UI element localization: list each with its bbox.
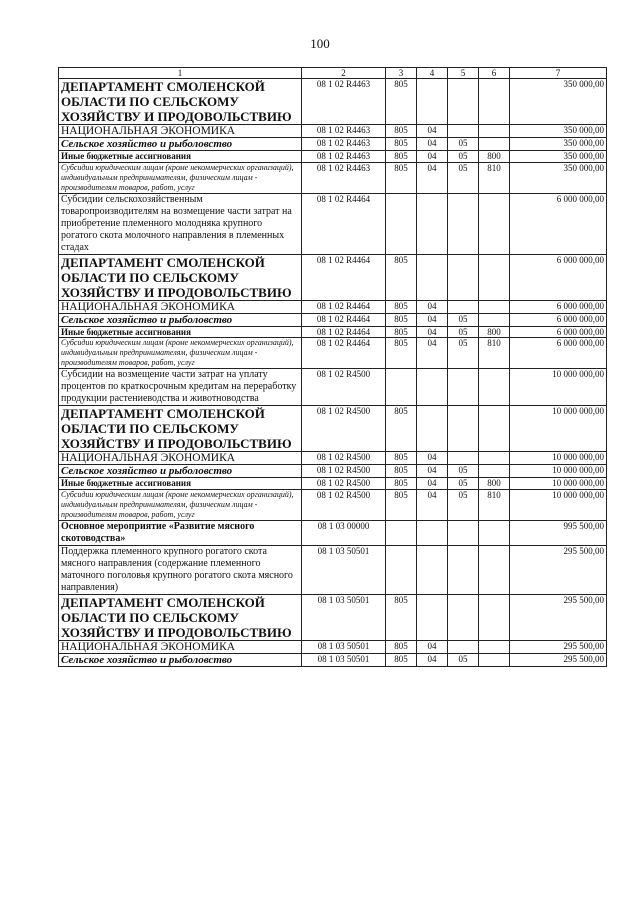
row-grbs-code (386, 193, 417, 254)
row-subsection-code (448, 254, 479, 300)
row-csr-code: 08 1 02 R4500 (302, 452, 386, 465)
table-row (59, 640, 607, 653)
column-header: 5 (448, 68, 479, 79)
row-expense-type-code (479, 406, 510, 452)
row-subsection-code: 05 (448, 326, 479, 338)
row-name: Субсидии сельскохозяйственным товаропроизводителям на возмещение части затрат на приобретение племенного молодняка крупного рогатого скота молочного направления в племенных стадах (59, 193, 302, 254)
table-row (59, 478, 607, 490)
row-grbs-code: 805 (386, 138, 417, 151)
row-section-code: 04 (417, 640, 448, 653)
row-csr-code: 08 1 03 50501 (302, 640, 386, 653)
table-row (59, 79, 607, 125)
row-subsection-code: 05 (448, 489, 479, 520)
row-section-code: 04 (417, 489, 448, 520)
row-amount: 10 000 000,00 (510, 478, 607, 490)
table-row (59, 338, 607, 369)
row-amount: 295 500,00 (510, 640, 607, 653)
row-expense-type-code: 810 (479, 489, 510, 520)
row-subsection-code: 05 (448, 138, 479, 151)
row-amount: 10 000 000,00 (510, 406, 607, 452)
row-name: НАЦИОНАЛЬНАЯ ЭКОНОМИКА (59, 125, 302, 138)
table-row (59, 465, 607, 478)
row-amount: 10 000 000,00 (510, 369, 607, 406)
row-section-code: 04 (417, 465, 448, 478)
row-grbs-code: 805 (386, 594, 417, 640)
row-expense-type-code (479, 125, 510, 138)
row-expense-type-code: 810 (479, 338, 510, 369)
row-subsection-code: 05 (448, 465, 479, 478)
row-amount: 295 500,00 (510, 594, 607, 640)
row-subsection-code: 05 (448, 653, 479, 666)
row-expense-type-code: 800 (479, 326, 510, 338)
row-amount: 350 000,00 (510, 162, 607, 193)
table-row (59, 326, 607, 338)
row-expense-type-code (479, 193, 510, 254)
row-expense-type-code (479, 79, 510, 125)
row-csr-code: 08 1 02 R4464 (302, 254, 386, 300)
row-section-code: 04 (417, 326, 448, 338)
row-grbs-code: 805 (386, 489, 417, 520)
row-csr-code: 08 1 02 R4463 (302, 138, 386, 151)
table-row (59, 300, 607, 313)
row-section-code (417, 406, 448, 452)
row-csr-code: 08 1 02 R4500 (302, 478, 386, 490)
row-name: ДЕПАРТАМЕНТ СМОЛЕНСКОЙ ОБЛАСТИ ПО СЕЛЬСКОМУ ХОЗЯЙСТВУ И ПРОДОВОЛЬСТВИЮ (59, 254, 302, 300)
row-expense-type-code (479, 465, 510, 478)
table-row (59, 162, 607, 193)
row-subsection-code (448, 452, 479, 465)
row-expense-type-code (479, 254, 510, 300)
row-csr-code: 08 1 02 R4500 (302, 465, 386, 478)
row-amount: 6 000 000,00 (510, 300, 607, 313)
column-header: 4 (417, 68, 448, 79)
row-expense-type-code (479, 640, 510, 653)
row-section-code: 04 (417, 300, 448, 313)
row-grbs-code (386, 545, 417, 594)
row-name: Субсидии на возмещение части затрат на уплату процентов по краткосрочным кредитам на переработку продукции растениеводства и животноводства (59, 369, 302, 406)
row-subsection-code: 05 (448, 151, 479, 163)
row-name: НАЦИОНАЛЬНАЯ ЭКОНОМИКА (59, 452, 302, 465)
row-grbs-code: 805 (386, 254, 417, 300)
row-csr-code: 08 1 02 R4464 (302, 300, 386, 313)
row-grbs-code (386, 520, 417, 545)
row-expense-type-code: 810 (479, 162, 510, 193)
row-csr-code: 08 1 02 R4463 (302, 162, 386, 193)
row-csr-code: 08 1 02 R4464 (302, 313, 386, 326)
row-name: ДЕПАРТАМЕНТ СМОЛЕНСКОЙ ОБЛАСТИ ПО СЕЛЬСКОМУ ХОЗЯЙСТВУ И ПРОДОВОЛЬСТВИЮ (59, 79, 302, 125)
row-expense-type-code (479, 520, 510, 545)
column-header: 6 (479, 68, 510, 79)
row-amount: 10 000 000,00 (510, 465, 607, 478)
page-number: 100 (310, 36, 330, 51)
row-section-code: 04 (417, 452, 448, 465)
row-grbs-code: 805 (386, 478, 417, 490)
table-row (59, 125, 607, 138)
row-subsection-code: 05 (448, 162, 479, 193)
row-section-code (417, 254, 448, 300)
row-expense-type-code (479, 452, 510, 465)
row-section-code (417, 520, 448, 545)
row-csr-code: 08 1 02 R4463 (302, 151, 386, 163)
row-subsection-code (448, 545, 479, 594)
row-subsection-code (448, 79, 479, 125)
row-amount: 10 000 000,00 (510, 452, 607, 465)
row-name: Субсидии юридическим лицам (кроме некоммерческих организаций), индивидуальным предпринимателям, физическим лицам - производителям товаров, работ, услуг (59, 162, 302, 193)
row-subsection-code: 05 (448, 338, 479, 369)
row-expense-type-code (479, 653, 510, 666)
row-name: Субсидии юридическим лицам (кроме некоммерческих организаций), индивидуальным предпринимателям, физическим лицам - производителям товаров, работ, услуг (59, 489, 302, 520)
row-expense-type-code (479, 594, 510, 640)
row-amount: 995 500,00 (510, 520, 607, 545)
row-subsection-code (448, 594, 479, 640)
table-row (59, 138, 607, 151)
row-name: Сельское хозяйство и рыболовство (59, 313, 302, 326)
row-amount: 6 000 000,00 (510, 338, 607, 369)
row-grbs-code: 805 (386, 151, 417, 163)
row-grbs-code: 805 (386, 465, 417, 478)
row-csr-code: 08 1 02 R4500 (302, 406, 386, 452)
row-csr-code: 08 1 02 R4464 (302, 326, 386, 338)
row-name: Иные бюджетные ассигнования (59, 478, 302, 490)
row-subsection-code (448, 520, 479, 545)
row-name: НАЦИОНАЛЬНАЯ ЭКОНОМИКА (59, 640, 302, 653)
column-header: 3 (386, 68, 417, 79)
row-name: Сельское хозяйство и рыболовство (59, 465, 302, 478)
row-subsection-code (448, 300, 479, 313)
row-section-code (417, 545, 448, 594)
row-amount: 6 000 000,00 (510, 326, 607, 338)
row-section-code: 04 (417, 125, 448, 138)
row-grbs-code: 805 (386, 338, 417, 369)
row-section-code: 04 (417, 313, 448, 326)
table-row (59, 369, 607, 406)
budget-table (58, 67, 607, 667)
table-row (59, 406, 607, 452)
row-grbs-code: 805 (386, 452, 417, 465)
row-expense-type-code (479, 300, 510, 313)
table-row (59, 151, 607, 163)
row-expense-type-code: 800 (479, 478, 510, 490)
row-name: Сельское хозяйство и рыболовство (59, 138, 302, 151)
row-section-code (417, 369, 448, 406)
row-expense-type-code: 800 (479, 151, 510, 163)
table-row (59, 254, 607, 300)
row-grbs-code: 805 (386, 653, 417, 666)
row-subsection-code (448, 193, 479, 254)
table-row (59, 653, 607, 666)
row-subsection-code (448, 125, 479, 138)
row-section-code (417, 594, 448, 640)
row-name: НАЦИОНАЛЬНАЯ ЭКОНОМИКА (59, 300, 302, 313)
row-subsection-code: 05 (448, 478, 479, 490)
row-csr-code: 08 1 02 R4464 (302, 193, 386, 254)
row-expense-type-code (479, 545, 510, 594)
table-row (59, 313, 607, 326)
row-csr-code: 08 1 02 R4463 (302, 79, 386, 125)
row-grbs-code (386, 369, 417, 406)
row-csr-code: 08 1 03 50501 (302, 594, 386, 640)
row-name: Иные бюджетные ассигнования (59, 326, 302, 338)
column-header: 1 (59, 68, 302, 79)
row-grbs-code: 805 (386, 313, 417, 326)
row-csr-code: 08 1 02 R4464 (302, 338, 386, 369)
row-section-code: 04 (417, 653, 448, 666)
row-grbs-code: 805 (386, 125, 417, 138)
row-section-code (417, 193, 448, 254)
row-amount: 295 500,00 (510, 653, 607, 666)
row-section-code: 04 (417, 338, 448, 369)
row-amount: 10 000 000,00 (510, 489, 607, 520)
row-section-code: 04 (417, 151, 448, 163)
row-grbs-code: 805 (386, 326, 417, 338)
column-header-row (59, 68, 607, 79)
row-subsection-code: 05 (448, 313, 479, 326)
row-name: Иные бюджетные ассигнования (59, 151, 302, 163)
table-row (59, 594, 607, 640)
row-name: Поддержка племенного крупного рогатого скота мясного направления (содержание племенного маточного поголовья крупного рогатого скота мясного направления) (59, 545, 302, 594)
row-amount: 295 500,00 (510, 545, 607, 594)
row-expense-type-code (479, 313, 510, 326)
row-csr-code: 08 1 02 R4500 (302, 489, 386, 520)
row-name: Субсидии юридическим лицам (кроме некоммерческих организаций), индивидуальным предпринимателям, физическим лицам - производителям товаров, работ, услуг (59, 338, 302, 369)
column-header: 2 (302, 68, 386, 79)
row-subsection-code (448, 369, 479, 406)
row-section-code (417, 79, 448, 125)
row-grbs-code: 805 (386, 79, 417, 125)
table-row (59, 489, 607, 520)
row-name: Сельское хозяйство и рыболовство (59, 653, 302, 666)
row-grbs-code: 805 (386, 162, 417, 193)
row-subsection-code (448, 406, 479, 452)
row-amount: 350 000,00 (510, 151, 607, 163)
row-grbs-code: 805 (386, 406, 417, 452)
row-amount: 350 000,00 (510, 138, 607, 151)
row-amount: 6 000 000,00 (510, 254, 607, 300)
row-grbs-code: 805 (386, 640, 417, 653)
row-expense-type-code (479, 138, 510, 151)
row-csr-code: 08 1 02 R4500 (302, 369, 386, 406)
row-amount: 6 000 000,00 (510, 313, 607, 326)
table-row (59, 452, 607, 465)
row-name: ДЕПАРТАМЕНТ СМОЛЕНСКОЙ ОБЛАСТИ ПО СЕЛЬСКОМУ ХОЗЯЙСТВУ И ПРОДОВОЛЬСТВИЮ (59, 406, 302, 452)
row-section-code: 04 (417, 478, 448, 490)
row-subsection-code (448, 640, 479, 653)
column-header: 7 (510, 68, 607, 79)
row-csr-code: 08 1 03 50501 (302, 653, 386, 666)
row-amount: 6 000 000,00 (510, 193, 607, 254)
table-row (59, 520, 607, 545)
row-amount: 350 000,00 (510, 125, 607, 138)
row-section-code: 04 (417, 138, 448, 151)
row-grbs-code: 805 (386, 300, 417, 313)
table-row (59, 193, 607, 254)
row-name: ДЕПАРТАМЕНТ СМОЛЕНСКОЙ ОБЛАСТИ ПО СЕЛЬСКОМУ ХОЗЯЙСТВУ И ПРОДОВОЛЬСТВИЮ (59, 594, 302, 640)
row-name: Основное мероприятие «Развитие мясного скотоводства» (59, 520, 302, 545)
row-csr-code: 08 1 02 R4463 (302, 125, 386, 138)
row-csr-code: 08 1 03 00000 (302, 520, 386, 545)
row-amount: 350 000,00 (510, 79, 607, 125)
row-expense-type-code (479, 369, 510, 406)
row-section-code: 04 (417, 162, 448, 193)
row-csr-code: 08 1 03 50501 (302, 545, 386, 594)
table-row (59, 545, 607, 594)
